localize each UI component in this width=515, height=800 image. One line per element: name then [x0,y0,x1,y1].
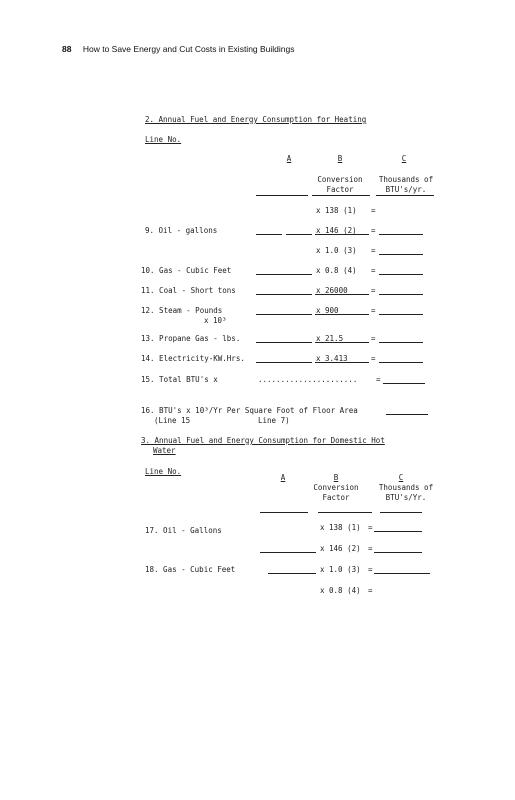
col-a-blank[interactable] [256,234,282,235]
section3-col-b-sub1: Conversion [313,483,359,492]
col-c-blank[interactable] [379,254,423,255]
col-c-header-rule [376,195,434,196]
row-label-total: 15. Total BTU's x [141,375,218,384]
conversion-factor: x 21.5 [316,334,344,343]
col-c-header-rule [380,512,422,513]
factor-rule [315,362,369,363]
conversion-factor: x 138 (1) [320,523,361,532]
section2-col-b: B [337,154,343,163]
section3-title-cont: Water [153,446,176,455]
col-a-blank[interactable] [268,573,316,574]
conversion-factor: x 1.0 (3) [316,246,357,255]
col-b-header-rule [318,512,372,513]
conversion-factor: x 1.0 (3) [320,565,361,574]
section3-line-no: Line No. [145,467,182,476]
running-header [62,44,295,54]
col-a-blank[interactable] [256,314,312,315]
col-c-blank[interactable] [379,234,423,235]
equals-sign: = [368,586,373,595]
col-c-blank[interactable] [379,314,423,315]
col-b-header-rule [312,195,370,196]
row-label-coal: 11. Coal - Short tons [141,286,236,295]
line16-ref-a: (Line 15 [154,416,191,425]
section2-col-b-sub2: Factor [326,185,354,194]
line16-text: 16. BTU's x 10³/Yr Per Square Foot of Floor Area [141,406,358,415]
section2-col-a: A [286,154,292,163]
section2-col-b-sub1: Conversion [317,175,363,184]
section3-title: 3. Annual Fuel and Energy Consumption for Domestic Hot [141,436,385,445]
section2-col-c-sub1: Thousands of [378,175,434,184]
section3-col-b: B [333,473,339,482]
conversion-factor: x 26000 [316,286,348,295]
col-a-blank[interactable] [256,274,312,275]
factor-rule [315,342,369,343]
row-label-gas: 18. Gas - Cubic Feet [145,565,236,574]
factor-rule [315,314,369,315]
conversion-factor: x 138 (1) [316,206,357,215]
section3-col-c: C [398,473,404,482]
col-c-blank[interactable] [374,552,422,553]
conversion-factor: x 146 (2) [316,226,357,235]
col-a-blank[interactable] [256,342,312,343]
equals-sign: = [371,306,376,315]
col-c-blank[interactable] [379,294,423,295]
row-label-gas: 10. Gas - Cubic Feet [141,266,232,275]
col-c-blank[interactable] [383,383,425,384]
section3-col-c-sub2: BTU's/Yr. [385,493,427,502]
row-label-oil: 17. Oil - Gallons [145,526,222,535]
section3-col-b-sub2: Factor [322,493,350,502]
col-a-blank[interactable] [256,362,312,363]
line16-ref-b: Line 7) [258,416,290,425]
equals-sign: = [376,375,381,384]
col-a-blank[interactable] [256,294,312,295]
equals-sign: = [371,266,376,275]
section3-col-a: A [280,473,286,482]
section3-col-c-sub1: Thousands of [378,483,434,492]
row-label-steam-multiplier: x 10³ [204,316,227,325]
equals-sign: = [368,544,373,553]
running-title: How to Save Energy and Cut Costs in Existing Buildings [82,44,295,54]
col-a-header-rule [256,195,308,196]
col-a-header-rule [260,512,308,513]
row-label-propane: 13. Propane Gas - lbs. [141,334,241,343]
conversion-factor: x 900 [316,306,339,315]
section2-col-c-sub2: BTU's/yr. [385,185,427,194]
row-label-steam: 12. Steam - Pounds [141,306,223,315]
col-c-blank[interactable] [379,342,423,343]
equals-sign: = [371,286,376,295]
col-c-blank[interactable] [374,573,430,574]
line16-blank[interactable] [386,414,428,415]
section2-col-c: C [401,154,407,163]
col-a-blank[interactable] [260,552,316,553]
conversion-factor: x 146 (2) [320,544,361,553]
equals-sign: = [371,354,376,363]
row-label-oil: 9. Oil - gallons [145,226,218,235]
equals-sign: = [371,334,376,343]
equals-sign: = [371,226,376,235]
col-c-blank[interactable] [379,274,423,275]
equals-sign: = [368,523,373,532]
equals-sign: = [371,246,376,255]
row-label-electricity: 14. Electricity-KW.Hrs. [141,354,245,363]
conversion-factor: x 0.8 (4) [316,266,357,275]
col-c-blank[interactable] [379,362,423,363]
section2-line-no: Line No. [145,135,182,144]
conversion-factor: x 0.8 (4) [320,586,361,595]
conversion-factor: x 3.413 [316,354,348,363]
dotted-leader: ...................... [258,375,358,384]
equals-sign: = [371,206,376,215]
col-a-blank-2[interactable] [286,234,312,235]
factor-rule [315,234,369,235]
factor-rule [315,294,369,295]
equals-sign: = [368,565,373,574]
col-c-blank[interactable] [374,531,422,532]
page-number: 88 [62,44,72,54]
section2-title: 2. Annual Fuel and Energy Consumption for Heating [145,115,367,124]
